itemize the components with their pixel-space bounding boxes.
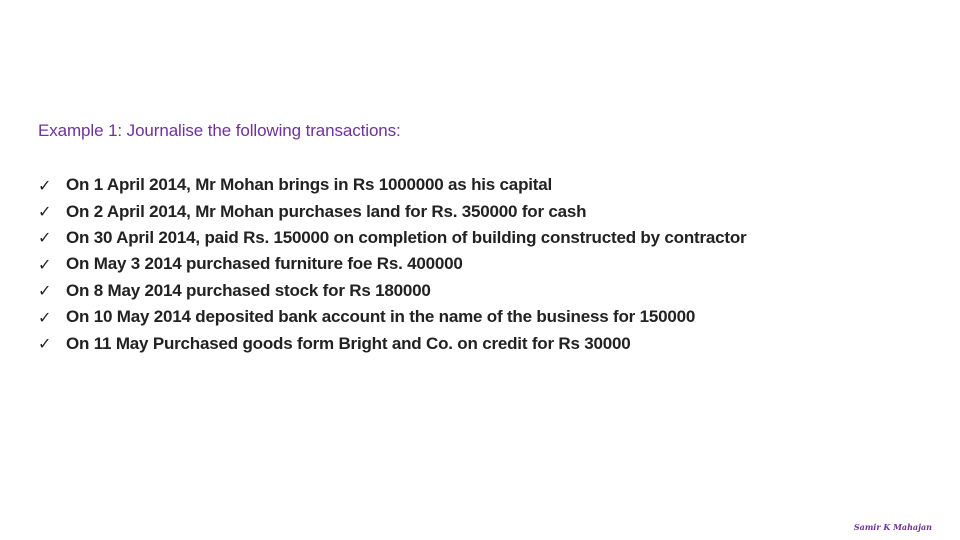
list-item-text: On 10 May 2014 deposited bank account in the name of the business for 150000	[66, 307, 696, 327]
check-icon: ✓	[38, 281, 52, 301]
check-icon: ✓	[38, 307, 52, 327]
list-item	[38, 172, 746, 198]
author-signature: Samir K Mahajan	[853, 522, 932, 532]
list-item-text: On 11 May Purchased goods form Bright and Co. on credit for Rs 30000	[66, 333, 631, 353]
check-icon: ✓	[38, 334, 52, 354]
list-item	[38, 198, 746, 224]
list-item	[38, 278, 746, 304]
list-item	[38, 330, 746, 356]
list-item-text: On 8 May 2014 purchased stock for Rs 180000	[66, 280, 431, 300]
list-item	[38, 251, 746, 277]
list-item-text: On 30 April 2014, paid Rs. 150000 on completion of building constructed by contractor	[66, 227, 747, 247]
check-icon: ✓	[38, 254, 52, 274]
list-item-text: On 2 April 2014, Mr Mohan purchases land for Rs. 350000 for cash	[66, 201, 587, 221]
check-icon: ✓	[38, 202, 52, 222]
list-item	[38, 304, 746, 330]
check-icon: ✓	[38, 228, 52, 248]
list-item-text: On 1 April 2014, Mr Mohan brings in Rs 1000000 as his capital	[66, 175, 553, 195]
check-icon: ✓	[38, 175, 52, 195]
list-item	[38, 225, 746, 251]
list-item-text: On May 3 2014 purchased furniture foe Rs. 400000	[66, 254, 463, 274]
slide-title: Example 1: Journalise the following transactions:	[38, 121, 401, 140]
transaction-list	[38, 172, 746, 357]
